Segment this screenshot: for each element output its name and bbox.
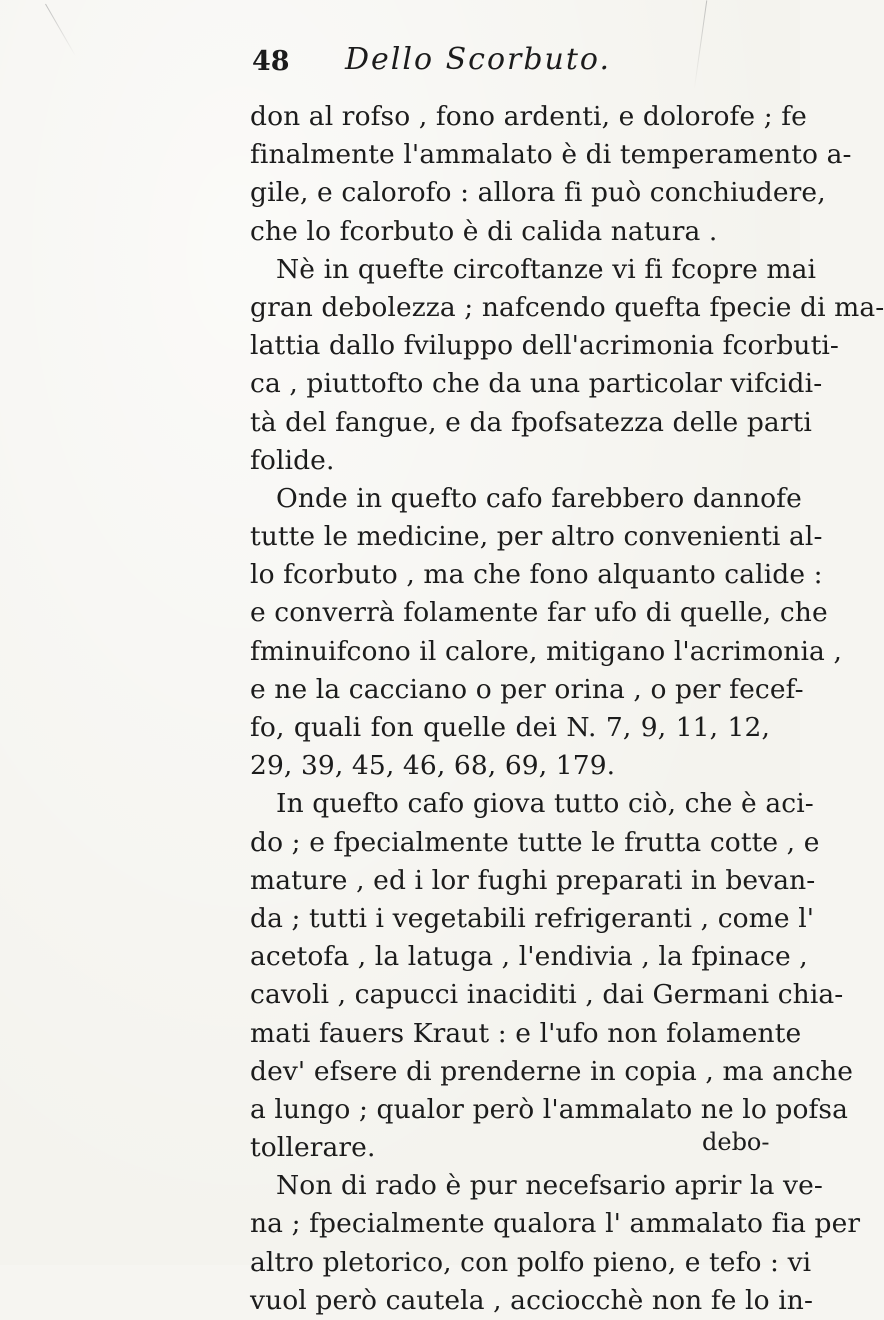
text-line: da ; tutti i vegetabili refrigeranti , come l' bbox=[250, 902, 815, 934]
text-line: lo fcorbuto , ma che fono alquanto calide : bbox=[250, 559, 823, 591]
text-line: che lo fcorbuto è di calida natura . bbox=[250, 215, 718, 247]
text-line: vuol però cautela , acciocchè non fe lo in- bbox=[250, 1284, 814, 1316]
text-line: 29, 39, 45, 46, 68, 69, 179. bbox=[250, 750, 616, 782]
text-line: a lungo ; qualor però l'ammalato ne lo pofsa bbox=[250, 1093, 849, 1125]
text-line: cavoli , capucci inaciditi , dai Germani chia- bbox=[250, 979, 844, 1011]
text-line: tollerare. bbox=[250, 1132, 376, 1164]
text-line: tutte le medicine, per altro convenienti al- bbox=[250, 521, 823, 553]
text-line: don al rofso , fono ardenti, e dolorofe ; fe bbox=[250, 101, 807, 132]
page-header bbox=[0, 38, 800, 88]
text-line: gile, e calorofo : allora fi può conchiudere, bbox=[250, 177, 826, 209]
text-line: fo, quali fon quelle dei N. 7, 9, 11, 12, bbox=[250, 712, 770, 743]
text-line: Onde in quefto cafo farebbero dannofe bbox=[276, 482, 802, 514]
text-line: altro pletorico, con polfo pieno, e tefo : vi bbox=[250, 1246, 812, 1278]
text-line: Nè in quefte circoftanze vi fi fcopre mai bbox=[276, 253, 817, 285]
text-line: mature , ed i lor fughi preparati in bevan- bbox=[250, 864, 816, 896]
text-line: finalmente l'ammalato è di temperamento a- bbox=[250, 139, 852, 171]
text-line: acetofa , la latuga , l'endivia , la fpinace , bbox=[250, 941, 808, 973]
text-line: mati fauers Kraut : e l'ufo non folamente bbox=[250, 1017, 802, 1049]
text-line: e ne la cacciano o per orina , o per fecef- bbox=[250, 673, 804, 705]
body-text bbox=[250, 98, 884, 1320]
running-title: Dello Scorbuto. bbox=[345, 42, 612, 77]
text-line: do ; e fpecialmente tutte le frutta cotte , e bbox=[250, 826, 820, 858]
text-line: In quefto cafo giova tutto ciò, che è aci- bbox=[276, 788, 814, 820]
text-line: folide. bbox=[250, 444, 335, 476]
text-line: dev' efsere di prenderne in copia , ma anche bbox=[250, 1055, 854, 1087]
page-number: 48 bbox=[252, 46, 290, 77]
text-line: gran debolezza ; nafcendo quefta fpecie di ma- bbox=[250, 291, 884, 323]
text-line: fminuifcono il calore, mitigano l'acrimonia , bbox=[250, 635, 842, 667]
text-line: lattia dallo fviluppo dell'acrimonia fcorbuti- bbox=[250, 330, 839, 362]
text-line: e converrà folamente far ufo di quelle, che bbox=[250, 597, 828, 629]
text-line: na ; fpecialmente qualora l' ammalato fia per bbox=[250, 1208, 861, 1240]
text-line: ca , piuttofto che da una particolar vifcidi- bbox=[250, 368, 823, 400]
catchword: debo- bbox=[702, 1128, 770, 1156]
text-line: Non di rado è pur necefsario aprir la ve- bbox=[276, 1170, 823, 1202]
text-line: tà del fangue, e da fpofsatezza delle parti bbox=[250, 406, 812, 438]
